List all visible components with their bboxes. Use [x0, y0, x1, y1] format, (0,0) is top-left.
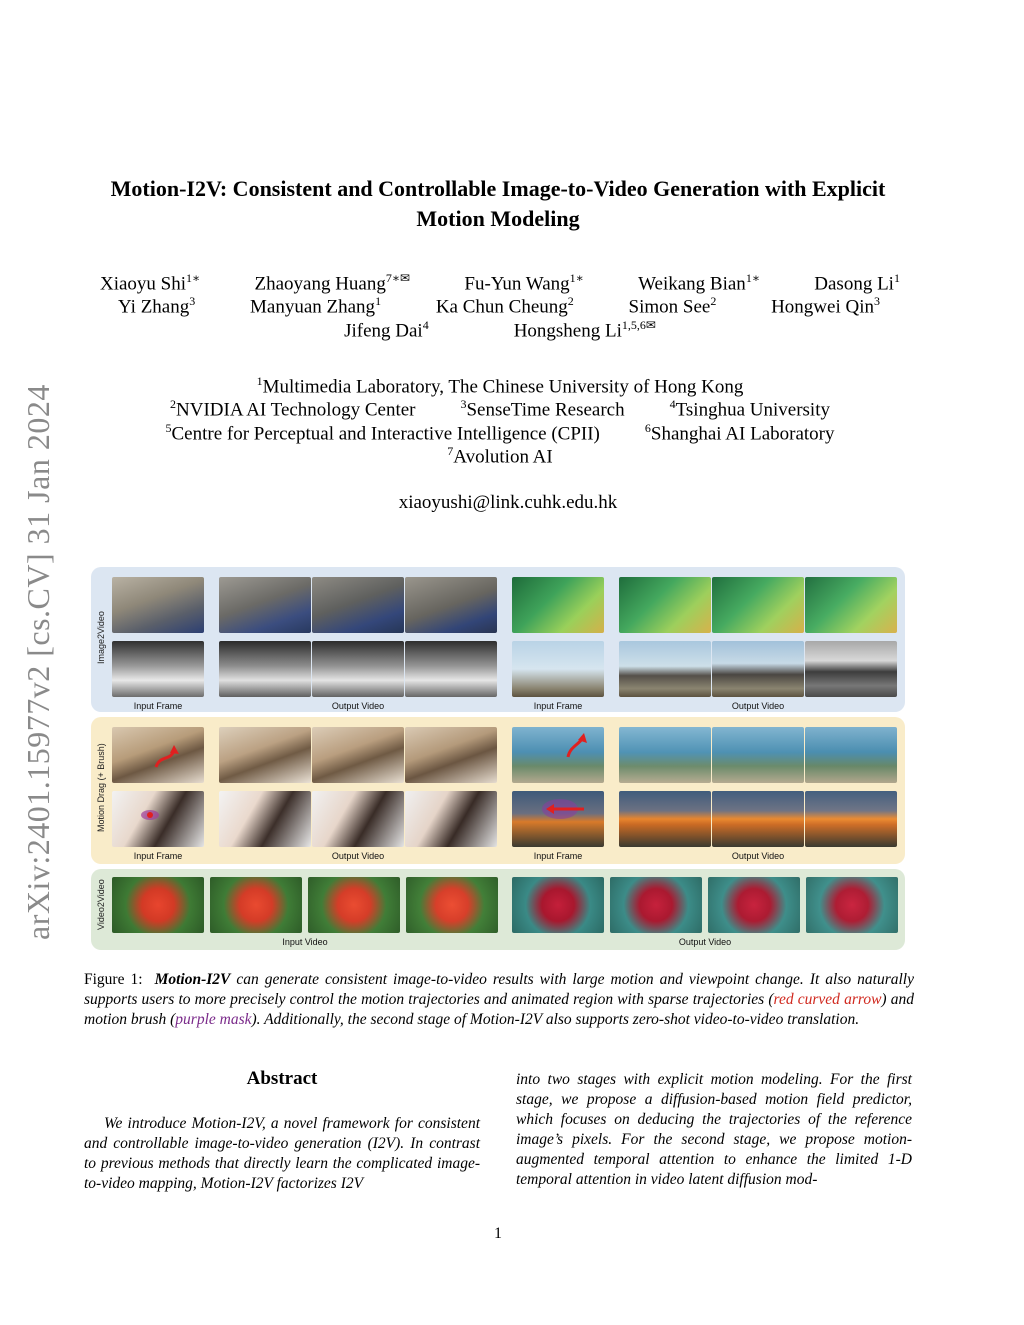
output-video-label: Output Video — [331, 851, 385, 861]
affiliation-line: $^2$NVIDIA AI Technology Center $^3$SenseTime Research $^4$Tsinghua University — [170, 397, 830, 421]
lake-output-frame-image — [805, 727, 897, 783]
ufo-input-frame-image — [512, 641, 604, 697]
page-number: 1 — [494, 1225, 502, 1242]
abstract-left-column: We introduce Motion-I2V, a novel framework for consistent and controllable image-to-video generation (I2V). In contrast to previous methods that directly learn the complicated image-to-video mapping, Motion-I2V factorizes I2V — [84, 1115, 480, 1192]
rose-input-video-image — [308, 877, 400, 933]
author: Dasong Li$^1$ — [814, 271, 900, 295]
woman-output-frame-image — [312, 791, 404, 847]
woman-output-frame-image — [405, 791, 497, 847]
ice-input-frame-image — [112, 641, 204, 697]
lake-output-frame-image — [712, 727, 804, 783]
author: Ka Chun Cheung$^2$ — [435, 294, 574, 318]
author: Xiaoyu Shi$^{1∗}$ — [100, 271, 201, 295]
rose-output-video-image — [512, 877, 604, 933]
author: Weikang Bian$^{1∗}$ — [638, 271, 760, 295]
cat-input-frame-image — [112, 727, 204, 783]
author: Simon See$^2$ — [628, 294, 717, 318]
rose-output-video-image — [806, 877, 898, 933]
output-video-label: Output Video — [331, 701, 385, 711]
author: Fu-Yun Wang$^{1∗}$ — [464, 271, 584, 295]
author: Hongwei Qin$^3$ — [771, 294, 880, 318]
woman-output-frame-image — [219, 791, 311, 847]
abstract-right-column: into two stages with explicit motion modeling. For the first stage, we propose a diffusion-based motion field predictor, which focuses on deducing the trajectories of the reference image’s pixels. For the second stage, we propose motion-augmented temporal attention to enhance the limited 1-D temporal attention in video latent diffusion mod- — [516, 1071, 912, 1188]
red-arrow-text: red curved arrow — [773, 991, 882, 1008]
input-frame-label: Input Frame — [533, 851, 583, 861]
fire-output-frame-image — [805, 791, 897, 847]
cat-output-frame-image — [219, 727, 311, 783]
ice-output-frame-image — [219, 641, 311, 697]
ufo-output-frame-image — [712, 641, 804, 697]
input-frame-label: Input Frame — [133, 701, 183, 711]
lake-output-frame-image — [619, 727, 711, 783]
input-video-label: Input Video — [282, 937, 328, 947]
anime-output-frame-image — [712, 577, 804, 633]
output-video-label: Output Video — [678, 937, 732, 947]
fire-output-frame-image — [712, 791, 804, 847]
author: Hongsheng $Li^{1,5,6✉}$ — [513, 318, 656, 342]
anime-output-frame-image — [619, 577, 711, 633]
anime-output-frame-image — [805, 577, 897, 633]
arxiv-stamp: arXiv:2401.15977v2 [cs.CV] 31 Jan 2024 — [20, 384, 56, 940]
abstract-heading: Abstract — [246, 1068, 318, 1089]
author: Jifeng Dai$^4$ — [344, 318, 429, 342]
fire-output-frame-image — [619, 791, 711, 847]
car-output-frame-image — [312, 577, 404, 633]
rose-input-video-image — [210, 877, 302, 933]
cat-output-frame-image — [405, 727, 497, 783]
affiliation-line: $^5$Centre for Perceptual and Interactive Intelligence (CPII) $^6$Shanghai AI Laboratory — [165, 421, 835, 445]
author: Manyuan Zhang$^1$ — [250, 294, 382, 318]
author: Yi Zhang$^3$ — [118, 294, 196, 318]
woman-input-frame-image — [112, 791, 204, 847]
authors-row-3 — [100, 318, 900, 342]
red-curved-arrow-icon — [112, 727, 204, 783]
caption-method-name: Motion-I2V — [154, 971, 231, 988]
input-frame-label: Input Frame — [133, 851, 183, 861]
row-label-video2video: Video2Video — [96, 879, 106, 930]
fire-input-frame-image — [512, 791, 604, 847]
caption-label: Figure 1: — [84, 971, 143, 988]
purple-mask-icon — [112, 791, 204, 847]
output-video-label: Output Video — [731, 851, 785, 861]
rose-input-video-image — [406, 877, 498, 933]
row-label-motion-drag: Motion Drag (+ Brush) — [96, 743, 106, 832]
authors-row-1 — [100, 271, 900, 295]
row-label-image2video: Image2Video — [96, 611, 106, 664]
anime-input-frame-image — [512, 577, 604, 633]
car-output-frame-image — [405, 577, 497, 633]
ice-output-frame-image — [405, 641, 497, 697]
car-input-frame-image — [112, 577, 204, 633]
figure-caption: Figure 1: Motion-I2V can generate consistent image-to-video results with large motion and viewpoint change. It also naturally supports users to more precisely control the motion trajectories and animated region with sparse trajectories (red curved arrow) and motion brush (purple mask). Additionally, the second stage of Motion-I2V also supports zero-shot video-to-video translation. — [84, 971, 914, 1028]
red-curved-arrow-icon — [512, 727, 604, 783]
rose-input-video-image — [112, 877, 204, 933]
contact-email: xiaoyushi@link.cuhk.edu.hk — [398, 492, 618, 513]
input-frame-label: Input Frame — [533, 701, 583, 711]
lake-input-frame-image — [512, 727, 604, 783]
car-output-frame-image — [219, 577, 311, 633]
rose-output-video-image — [610, 877, 702, 933]
cat-output-frame-image — [312, 727, 404, 783]
authors-row-2 — [118, 294, 880, 318]
ufo-output-frame-image — [619, 641, 711, 697]
affiliation-line: $^1$Multimedia Laboratory, The Chinese University of Hong Kong — [256, 374, 744, 398]
author: Zhaoyang Huang$^{7∗✉}$ — [254, 271, 411, 295]
rose-output-video-image — [708, 877, 800, 933]
ice-output-frame-image — [312, 641, 404, 697]
affiliation-line: $^7$Avolution AI — [447, 444, 553, 468]
output-video-label: Output Video — [731, 701, 785, 711]
purple-mask-icon — [512, 791, 604, 847]
purple-mask-text: purple mask — [175, 1011, 252, 1028]
paper-title: Motion-I2V: Consistent and Controllable Image-to-Video Generation with Explicit Motion Modeling — [110, 176, 886, 231]
ufo-output-frame-image — [805, 641, 897, 697]
